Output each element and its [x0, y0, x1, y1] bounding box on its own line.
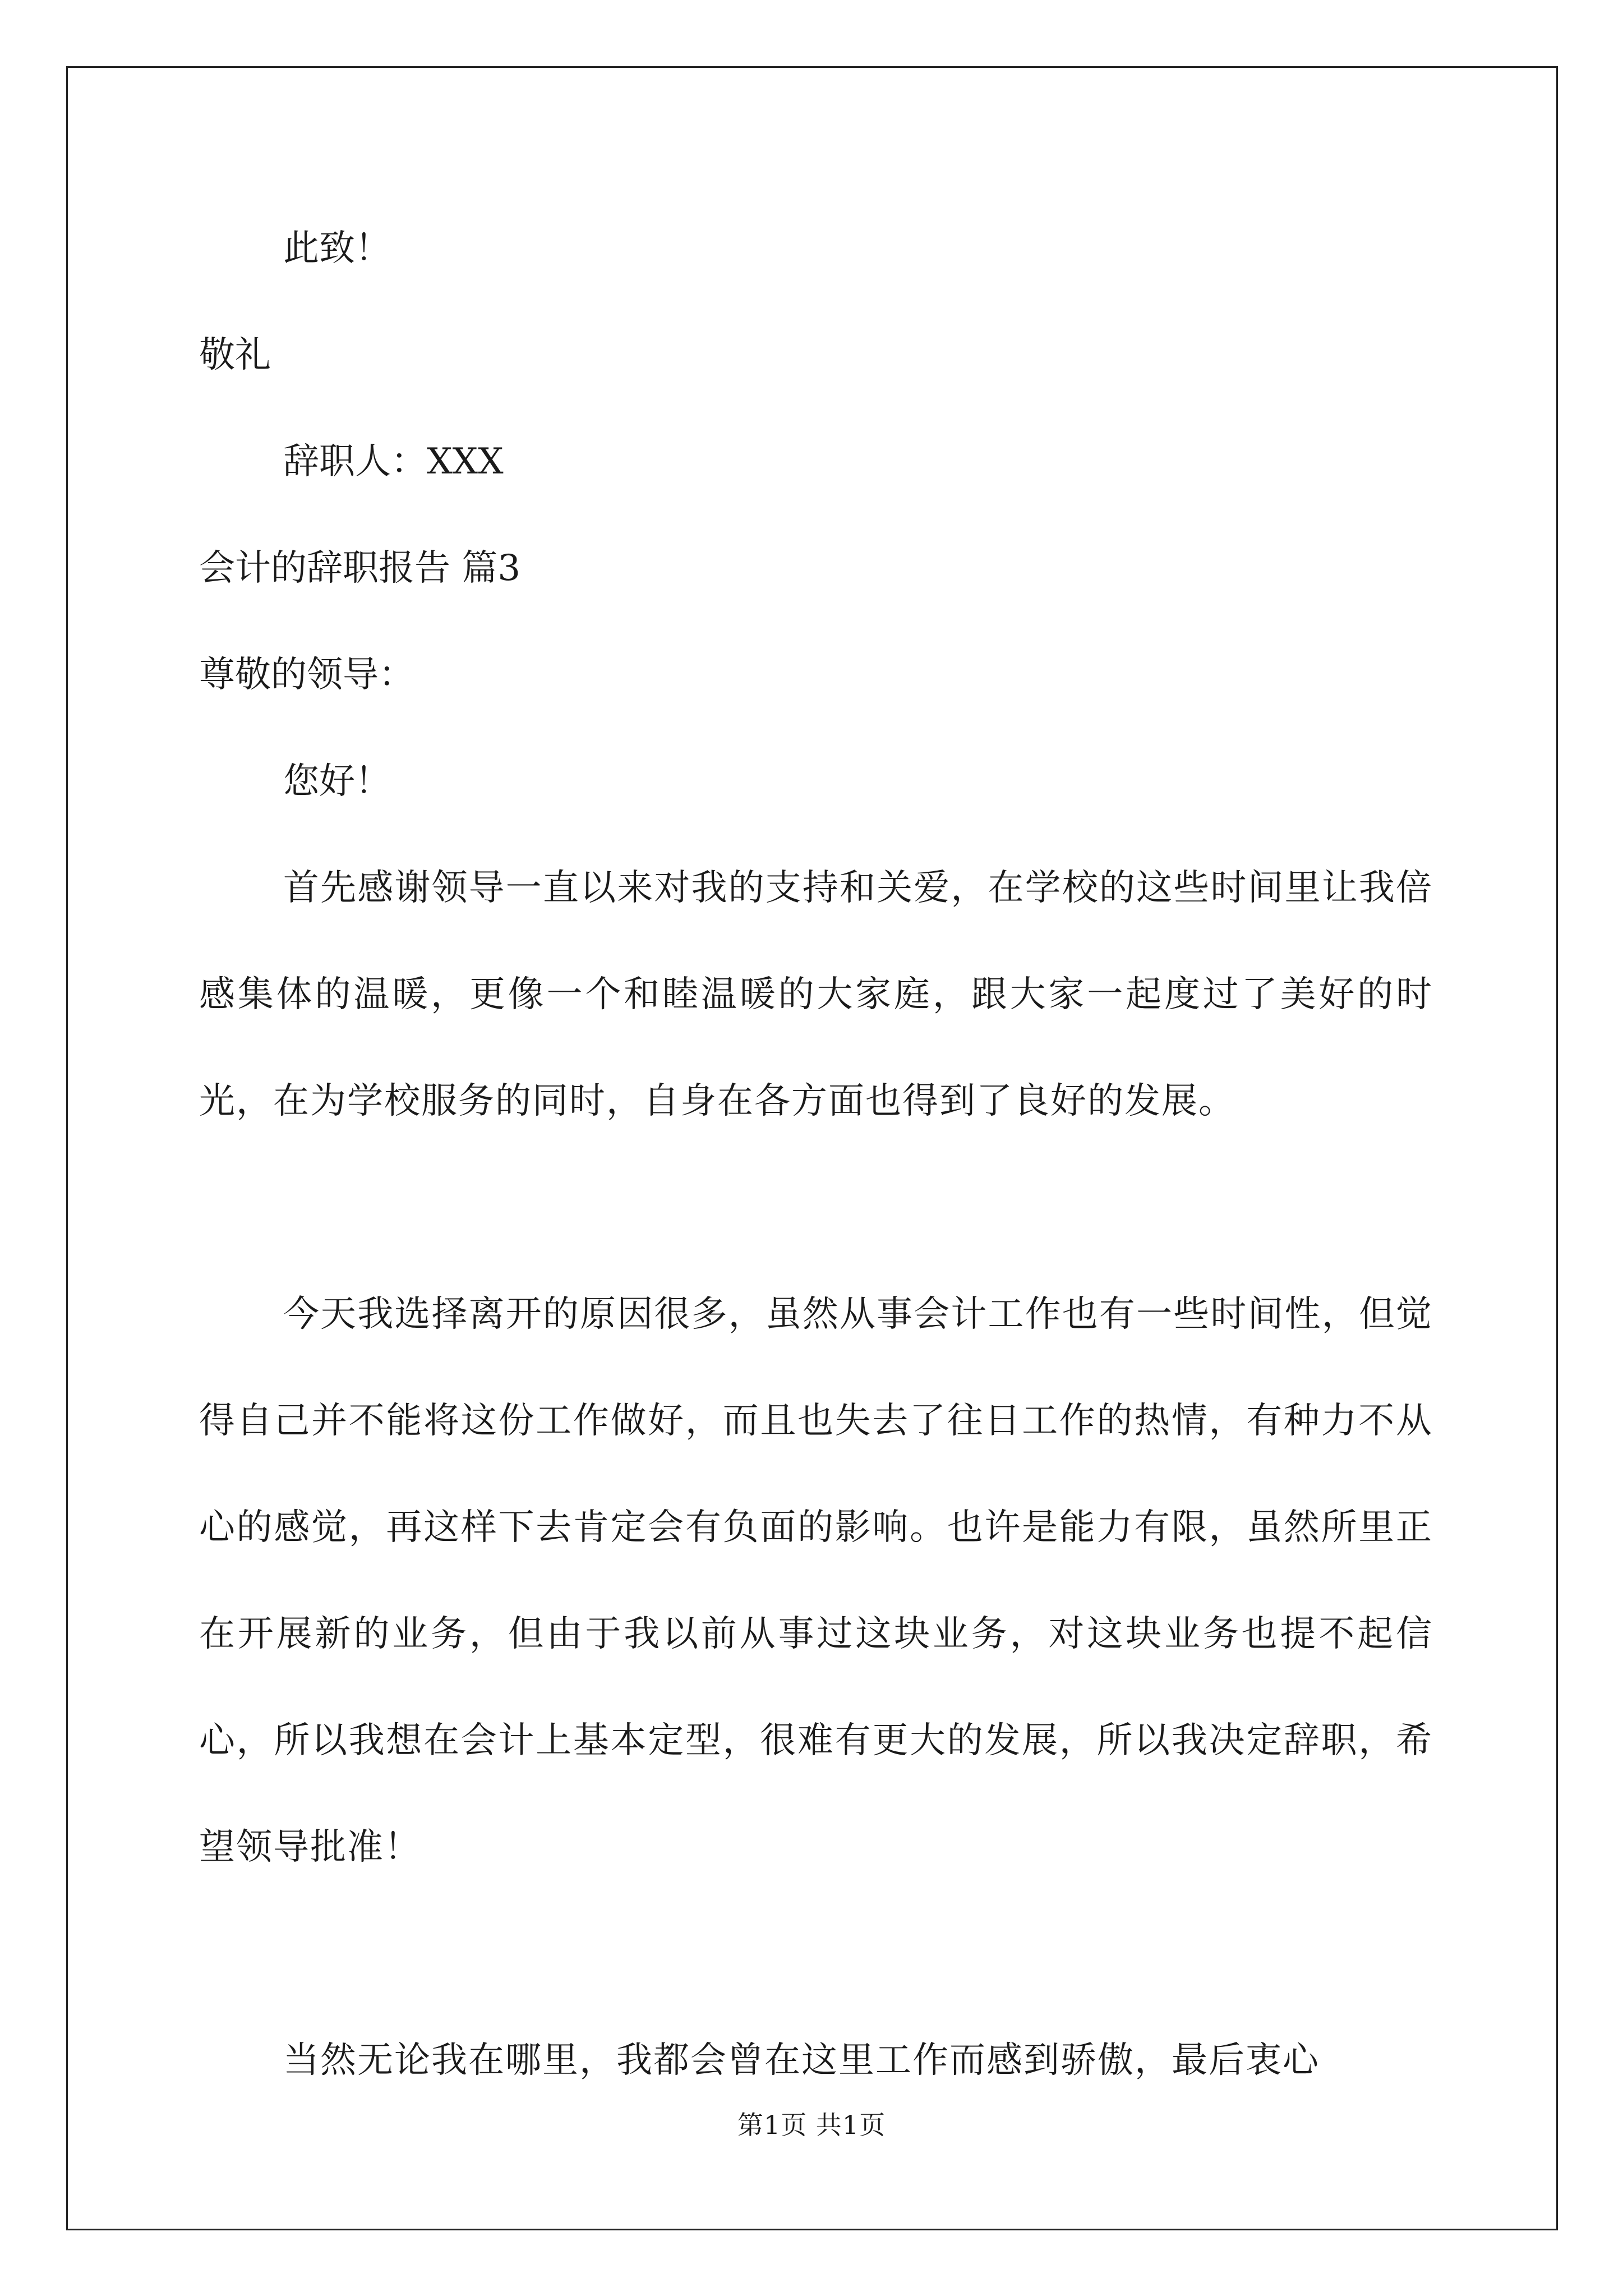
salute-line: 敬礼: [199, 334, 271, 376]
paragraph-3: 当然无论我在哪里，我都会曾在这里工作而感到骄傲，最后衷心: [283, 2040, 1320, 2081]
paragraph-1: 首先感谢领导一直以来对我的支持和关爱，在学校的这些时间里让我倍感集体的温暖，更像一个和睦温暖的大家庭，跟大家一起度过了美好的时光，在为学校服务的同时，自身在各方面也得到了良好的发展。: [199, 867, 1433, 1122]
signer-line: 辞职人：XXX: [283, 441, 504, 482]
section-heading: 会计的辞职报告 篇3: [199, 547, 521, 589]
closing-line: 此致！: [283, 228, 391, 269]
paragraph-2: 今天我选择离开的原因很多，虽然从事会计工作也有一些时间性，但觉得自己并不能将这份工作做好，而且也失去了往日工作的热情，有种力不从心的感觉，再这样下去肯定会有负面的影响。也许是能力有限，虽然所里正在开展新的业务，但由于我以前从事过这块业务，对这块业务也提不起信心，所以我想在会计上基本定型，很难有更大的发展，所以我决定辞职，希望领导批准！: [199, 1294, 1433, 1868]
hello-line: 您好！: [283, 761, 391, 802]
greeting-to: 尊敬的领导：: [199, 654, 414, 696]
page-footer: 第1页 共1页: [737, 2110, 886, 2140]
